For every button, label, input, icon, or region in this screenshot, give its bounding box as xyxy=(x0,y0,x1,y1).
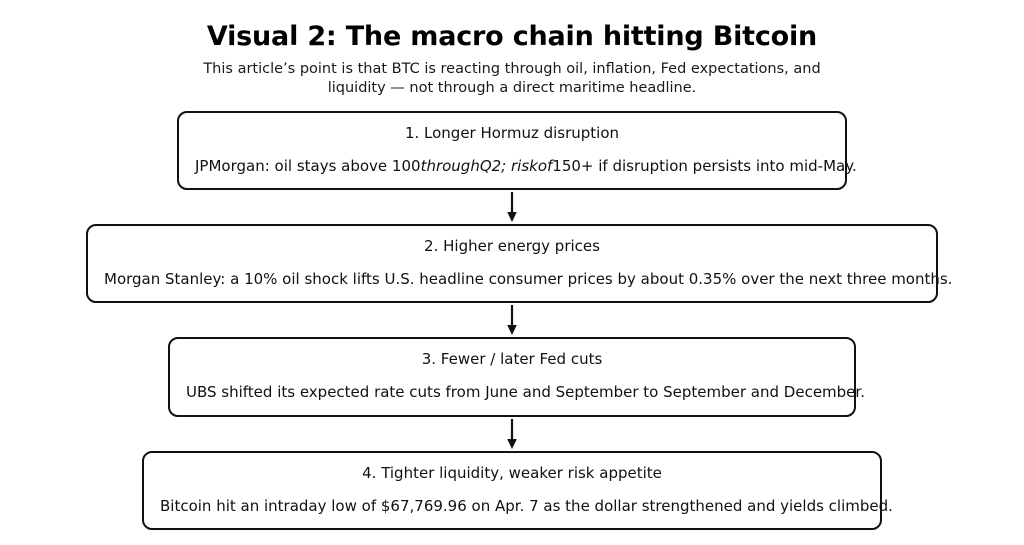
flow-node-4-heading: 4. Tighter liquidity, weaker risk appetite xyxy=(362,463,662,482)
flow-node-2 xyxy=(86,224,953,303)
flow-node-1 xyxy=(177,111,857,190)
flow-node-3-heading: 3. Fewer / later Fed cuts xyxy=(421,350,603,369)
flow-node-2-heading: 2. Higher energy prices xyxy=(424,237,600,256)
page-subtitle xyxy=(192,60,832,99)
flow-node-4-body: Bitcoin hit an intraday low of $67,769.96 on Apr. 7 as the dollar strengthened and yields climbed. xyxy=(160,496,893,515)
page-title: Visual 2: The macro chain hitting Bitcoin xyxy=(206,21,818,52)
flow-arrow-3 xyxy=(500,417,524,451)
flow-node-4 xyxy=(142,451,893,530)
flow-node-1-body xyxy=(195,156,857,176)
flow-chart xyxy=(0,111,1024,530)
flow-node-1-body-italic: throughQ2; riskof xyxy=(420,156,553,175)
arrow-down-icon xyxy=(504,191,520,223)
flow-arrow-2 xyxy=(500,303,524,337)
flow-arrow-1 xyxy=(500,190,524,224)
arrow-down-icon xyxy=(504,418,520,450)
flow-node-1-body-post: 150+ if disruption persists into mid-May. xyxy=(552,156,857,175)
subtitle-line-2: liquidity — not through a direct maritime headline. xyxy=(327,80,697,97)
flow-node-3-body: UBS shifted its expected rate cuts from June and September to September and December. xyxy=(186,383,865,402)
subtitle-line-1: This article’s point is that BTC is reacting through oil, inflation, Fed expectations, and xyxy=(203,60,821,77)
flow-node-1-heading: 1. Longer Hormuz disruption xyxy=(404,123,620,142)
flow-node-2-body: Morgan Stanley: a 10% oil shock lifts U.S. headline consumer prices by about 0.35% over the next three months. xyxy=(104,270,953,289)
flow-node-3 xyxy=(168,337,865,416)
flow-node-1-body-pre: JPMorgan: oil stays above 100 xyxy=(195,156,421,175)
arrow-down-icon xyxy=(504,304,520,336)
